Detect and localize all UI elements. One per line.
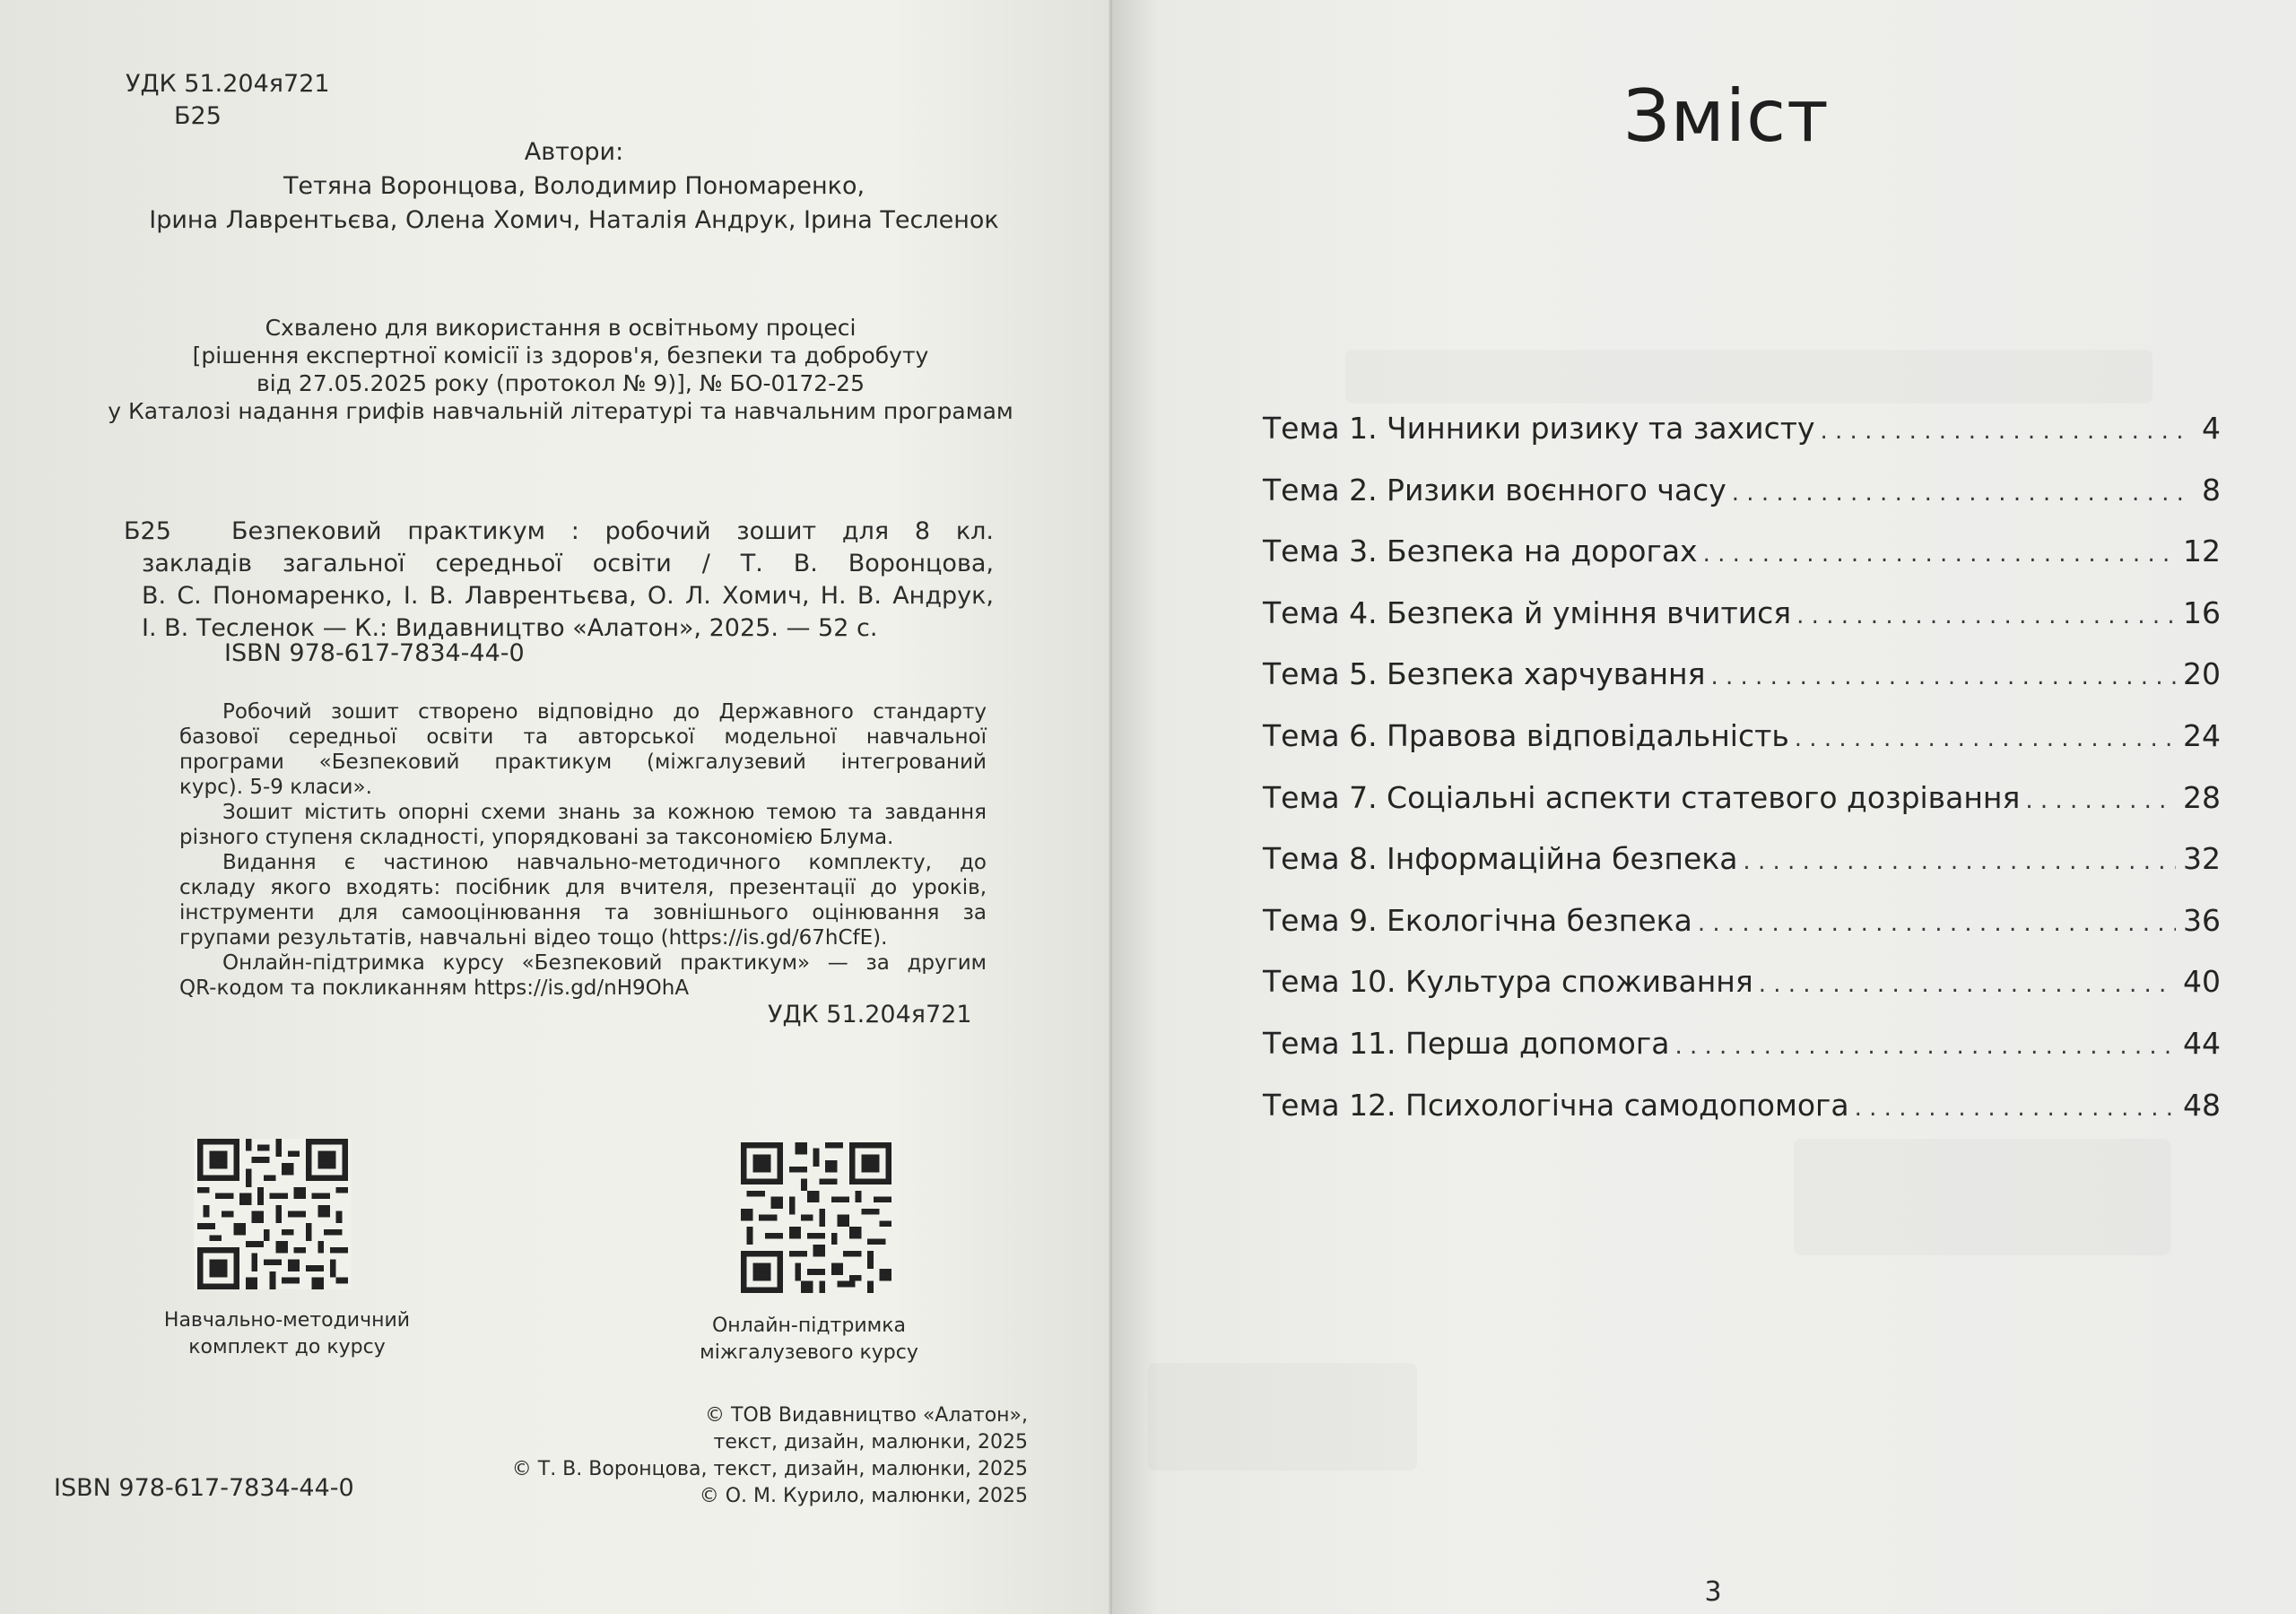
copyright-line: © ТОВ Видавництво «Алатон», (705, 1404, 1028, 1427)
annotation-line: Зошит містить опорні схеми знань за кожною темою та завдання (222, 801, 987, 824)
toc-entry-label: Тема 7. Соціальні аспекти статевого дозрівання (1263, 779, 2021, 815)
toc-leader-dots (1703, 541, 2176, 568)
annotation-line: базової середньої освіти та авторської модельної навчальної (179, 725, 987, 749)
toc-leader-dots (1743, 848, 2176, 875)
toc-leader-dots (1855, 1095, 2176, 1122)
toc-entry-page: 12 (2183, 534, 2221, 569)
approval-line: у Каталозі надання грифів навчальній літературі та навчальним програмам (108, 398, 1013, 424)
toc-entry[interactable] (1263, 1088, 2221, 1150)
udk-code-bottom: УДК 51.204я721 (768, 1001, 972, 1028)
toc-entry[interactable] (1263, 411, 2221, 473)
annotation-line: різного ступеня складності, упорядковані за таксономією Блума. (179, 826, 894, 849)
copyright-line: © Т. В. Воронцова, текст, дизайн, малюнки, 2025 (511, 1458, 1028, 1480)
table-of-contents (1263, 411, 2221, 1149)
qr-caption-line: комплект до курсу (188, 1336, 386, 1358)
toc-leader-dots (1821, 418, 2184, 445)
qr-caption-line: Онлайн-підтримка (711, 1315, 906, 1337)
toc-entry-page: 36 (2183, 902, 2221, 938)
toc-entry-label: Тема 10. Культура споживання (1263, 964, 1753, 1000)
page-number: 3 (1704, 1576, 1722, 1608)
annotation-line: інструменти для самооцінювання та зовнішнього оцінювання за (179, 901, 987, 924)
toc-entry[interactable] (1263, 964, 2221, 1026)
annotation-paragraph-4 (179, 950, 987, 1001)
authors-label: Автори: (524, 138, 624, 166)
annotation-line: програми «Безпековий практикум (міжгалузевий інтегрований (179, 751, 987, 774)
toc-entry[interactable] (1263, 534, 2221, 595)
class-code-top: Б25 (174, 102, 222, 130)
annotation-line: курс). 5-9 класи». (179, 776, 372, 799)
toc-entry[interactable] (1263, 718, 2221, 780)
biblio-line: закладів загальної середньої освіти / Т. В. Воронцова, (142, 550, 994, 577)
biblio-class-code: Б25 (124, 517, 171, 545)
show-through-shape (1345, 350, 2152, 404)
biblio-line: Безпековий практикум : робочий зошит для 8 кл. (231, 517, 994, 545)
show-through-shape (1794, 1139, 2170, 1255)
toc-leader-dots (2025, 787, 2176, 814)
annotation-paragraph-1 (179, 699, 987, 800)
copyright-line: текст, дизайн, малюнки, 2025 (713, 1431, 1028, 1453)
toc-leader-dots (1732, 480, 2183, 507)
qr-caption-line: міжгалузевого курсу (700, 1341, 918, 1364)
toc-entry-label: Тема 4. Безпека й уміння вчитися (1263, 594, 1792, 630)
toc-entry-page: 16 (2183, 594, 2221, 630)
toc-entry-label: Тема 6. Правова відповідальність (1263, 717, 1789, 753)
annotation-line: складу якого входять: посібник для вчителя, презентації до уроків, (179, 876, 987, 899)
annotation-line: QR-кодом та покликанням https://is.gd/nH9OhA (179, 976, 690, 1000)
annotation (179, 699, 987, 1001)
toc-entry-label: Тема 2. Ризики воєнного часу (1263, 472, 1726, 508)
toc-entry[interactable] (1263, 595, 2221, 657)
toc-entry-label: Тема 9. Екологічна безпека (1263, 902, 1692, 938)
toc-entry-label: Тема 1. Чинники ризику та захисту (1263, 411, 1815, 446)
toc-entry-page: 24 (2183, 717, 2221, 753)
biblio-isbn: ISBN 978-617-7834-44-0 (224, 639, 525, 667)
show-through-shape (1148, 1363, 1417, 1471)
qr-code-methodical-kit[interactable] (194, 1139, 352, 1289)
qr-code-online-support[interactable] (737, 1142, 895, 1293)
toc-entry[interactable] (1263, 1026, 2221, 1088)
toc-entry[interactable] (1263, 473, 2221, 534)
toc-leader-dots (1698, 910, 2176, 937)
annotation-paragraph-3 (179, 850, 987, 950)
toc-entry-page: 28 (2183, 779, 2221, 815)
copyright-line: © О. М. Курило, малюнки, 2025 (699, 1485, 1028, 1507)
toc-entry-page: 8 (2202, 472, 2221, 508)
authors-line-2: Ірина Лаврентьєва, Олена Хомич, Наталія Андрук, Ірина Тесленок (149, 206, 999, 234)
annotation-paragraph-2 (179, 800, 987, 850)
qr-caption-online-support (648, 1313, 970, 1367)
toc-entry-page: 44 (2183, 1025, 2221, 1061)
toc-entry[interactable] (1263, 780, 2221, 842)
annotation-line: групами результатів, навчальні відео тощо (https://is.gd/67hCfE). (179, 926, 888, 950)
toc-leader-dots (1795, 725, 2176, 752)
toc-entry-label: Тема 12. Психологічна самодопомога (1263, 1087, 1849, 1123)
page-title: Зміст (1623, 74, 1830, 158)
toc-entry-page: 20 (2183, 656, 2221, 692)
biblio-line: В. С. Пономаренко, І. В. Лаврентьєва, О. Л. Хомич, Н. В. Андрук, (142, 582, 994, 610)
copyright-block (502, 1402, 1028, 1510)
toc-entry-page: 40 (2183, 964, 2221, 1000)
toc-entry-label: Тема 5. Безпека харчування (1263, 656, 1706, 692)
annotation-line: Видання є частиною навчально-методичного комплекту, до (222, 851, 987, 874)
approval-line: Схвалено для використання в освітньому процесі (265, 315, 857, 341)
toc-leader-dots (1796, 603, 2176, 629)
qr-caption-line: Навчально-методичний (163, 1309, 411, 1332)
authors-line-1: Тетяна Воронцова, Володимир Пономаренко, (283, 172, 865, 200)
udk-code-top: УДК 51.204я721 (126, 70, 330, 98)
toc-entry[interactable] (1263, 903, 2221, 965)
toc-leader-dots (1710, 664, 2176, 690)
approval-line: [рішення експертної комісії із здоров'я, безпеки та добробуту (192, 343, 929, 369)
isbn-bottom: ISBN 978-617-7834-44-0 (54, 1474, 354, 1502)
toc-entry[interactable] (1263, 841, 2221, 903)
toc-entry-page: 4 (2202, 411, 2221, 446)
toc-entry-page: 32 (2183, 841, 2221, 877)
qr-caption-methodical-kit (126, 1307, 448, 1361)
biblio-line: І. В. Тесленок — К.: Видавництво «Алатон», 2025. — 52 с. (142, 614, 878, 642)
approval-notice (90, 314, 1031, 425)
toc-entry-label: Тема 8. Інформаційна безпека (1263, 841, 1738, 877)
approval-line: від 27.05.2025 року (протокол № 9)], № БО-0172-25 (257, 370, 865, 396)
toc-entry-label: Тема 11. Перша допомога (1263, 1025, 1670, 1061)
toc-leader-dots (1674, 1033, 2176, 1060)
annotation-line: Онлайн-підтримка курсу «Безпековий практикум» — за другим (222, 951, 987, 975)
left-page (0, 0, 1112, 1614)
toc-entry-page: 48 (2183, 1087, 2221, 1123)
toc-entry[interactable] (1263, 656, 2221, 718)
toc-entry-label: Тема 3. Безпека на дорогах (1263, 534, 1698, 569)
annotation-line: Робочий зошит створено відповідно до Державного стандарту (222, 700, 987, 724)
toc-leader-dots (1759, 971, 2176, 998)
